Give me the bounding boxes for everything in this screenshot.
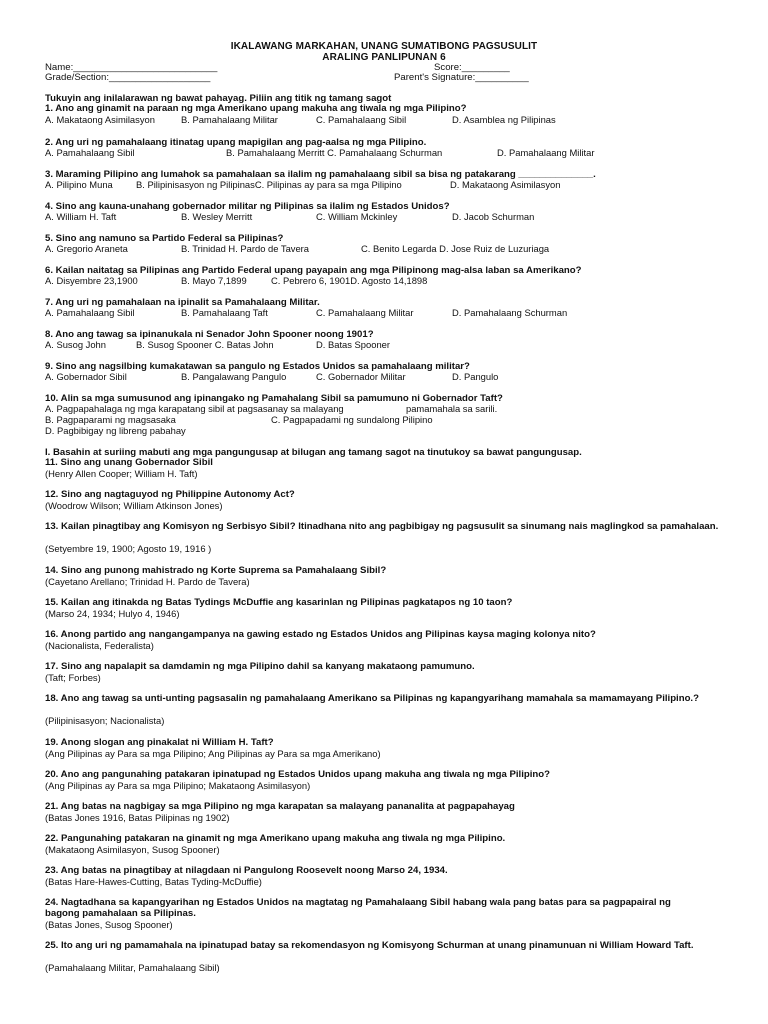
question-5: 5. Sino ang namuno sa Partido Federal sa Pilipinas? — [45, 233, 284, 244]
answer-options-11: (Henry Allen Cooper; William H. Taft) — [45, 468, 198, 479]
choice-4b: B. Wesley Merritt — [181, 211, 253, 222]
answer-options-16: (Nacionalista, Federalista) — [45, 640, 154, 651]
choice-9d: D. Pangulo — [452, 371, 499, 382]
choice-9a: A. Gobernador Sibil — [45, 371, 127, 382]
question-25: 25. Ito ang uri ng pamamahala na ipinatupad batay sa rekomendasyon ng Komisyong Schurman at unang pinamunuan ni William Howard Taft. — [45, 940, 694, 951]
answer-options-17: (Taft; Forbes) — [45, 672, 101, 683]
choice-10d: D. Pagbibigay ng libreng pabahay — [45, 425, 186, 436]
answer-options-20: (Ang Pilipinas ay Para sa mga Pilipino; Makataong Asimilasyon) — [45, 780, 311, 791]
name-field: Name:___________________________ — [45, 62, 218, 73]
choice-10c: C. Pagpapadami ng sundalong Pilipino — [271, 414, 433, 425]
question-2: 2. Ang uri ng pamahalaang itinatag upang mapigilan ang pag-aalsa ng mga Pilipino. — [45, 137, 427, 148]
question-1: 1. Ano ang ginamit na paraan ng mga Amerikano upang makuha ang tiwala ng mga Pilipino? — [45, 103, 467, 114]
question-12: 12. Sino ang nagtaguyod ng Philippine Autonomy Act? — [45, 489, 295, 500]
question-17: 17. Sino ang napalapit sa damdamin ng mga Pilipino dahil sa kanyang makataong pamumuno. — [45, 661, 475, 672]
answer-options-22: (Makataong Asimilasyon, Susog Spooner) — [45, 844, 220, 855]
answer-options-12: (Woodrow Wilson; William Atkinson Jones) — [45, 500, 223, 511]
choice-9b: B. Pangalawang Pangulo — [181, 371, 287, 382]
choice-6a: A. Disyembre 23,1900 — [45, 275, 138, 286]
choice-7a: A. Pamahalaang Sibil — [45, 307, 135, 318]
answer-options-24: (Batas Jones, Susog Spooner) — [45, 919, 173, 930]
choice-3bc: B. Pilipinisasyon ng PilipinasC. Pilipinas ay para sa mga Pilipino — [136, 179, 402, 190]
choice-2d: D. Pamahalaang Militar — [497, 147, 595, 158]
answer-options-21: (Batas Jones 1916, Batas Pilipinas ng 1902) — [45, 812, 230, 823]
question-20: 20. Ano ang pangunahing patakaran ipinatupad ng Estados Unidos upang makuha ang tiwala ng mga Pilipino? — [45, 769, 550, 780]
choice-10a: A. Pagpapahalaga ng mga karapatang sibil at pagsasanay sa malayang — [45, 403, 344, 414]
question-4: 4. Sino ang kauna-unahang gobernador militar ng Pilipinas sa ilalim ng Estados Unidos? — [45, 201, 450, 212]
choice-8d: D. Batas Spooner — [316, 339, 391, 350]
score-field: Score:_________ — [434, 62, 510, 73]
choice-1d: D. Asamblea ng Pilipinas — [452, 114, 556, 125]
instructions-part-2: I. Basahin at suriing mabuti ang mga pangungusap at bilugan ang tamang sagot na tinutukoy sa bawat pangungusap. — [45, 447, 582, 458]
choice-9c: C. Gobernador Militar — [316, 371, 406, 382]
question-13: 13. Kailan pinagtibay ang Komisyon ng Serbisyo Sibil? Itinadhana nito ang pagbibigay ng pagsusulit sa sinumang nais maglingkod sa pamahalaan. — [45, 521, 719, 532]
answer-options-14: (Cayetano Arellano; Trinidad H. Pardo de Tavera) — [45, 576, 250, 587]
question-3: 3. Maraming Pilipino ang lumahok sa pamahalaan sa ilalim ng pamahalaang sibil sa bisa ng patakarang ______________. — [45, 169, 596, 180]
question-19: 19. Anong slogan ang pinakalat ni William H. Taft? — [45, 737, 274, 748]
question-6: 6. Kailan naitatag sa Pilipinas ang Partido Federal upang payapain ang mga Pilipinong mag-alsa laban sa Amerikano? — [45, 265, 582, 276]
choice-5a: A. Gregorio Araneta — [45, 243, 128, 254]
answer-options-25: (Pamahalaang Militar, Pamahalaang Sibil) — [45, 962, 220, 973]
choice-4c: C. William Mckinley — [316, 211, 398, 222]
choice-3d: D. Makataong Asimilasyon — [450, 179, 561, 190]
choice-8bc: B. Susog Spooner C. Batas John — [136, 339, 274, 350]
choice-7d: D. Pamahalaang Schurman — [452, 307, 568, 318]
choice-6cd: C. Pebrero 6, 1901D. Agosto 14,1898 — [271, 275, 428, 286]
grade-section-field: Grade/Section:___________________ — [45, 72, 211, 83]
parent-signature-field: Parent's Signature:__________ — [394, 72, 529, 83]
question-9: 9. Sino ang nagsilbing kumakatawan sa pangulo ng Estados Unidos sa pamahalaang militar? — [45, 361, 470, 372]
choice-7c: C. Pamahalaang Militar — [316, 307, 414, 318]
question-24: 24. Nagtadhana sa kapangyarihan ng Estados Unidos na magtatag ng Pamahalaang Sibil habang wala pang batas para sa pagpapairal ng bagong pamahalaan sa Pilipinas. — [45, 897, 671, 919]
question-14: 14. Sino ang punong mahistrado ng Korte Suprema sa Pamahalaang Sibil? — [45, 565, 387, 576]
choice-4d: D. Jacob Schurman — [452, 211, 535, 222]
question-16: 16. Anong partido ang nangangampanya na gawing estado ng Estados Unidos ang Pilipinas kaysa maging kolonya nito? — [45, 629, 596, 640]
question-10: 10. Alin sa mga sumusunod ang ipinangako ng Pamahalang Sibil sa pamumuno ni Gobernador Taft? — [45, 393, 503, 404]
choice-2a: A. Pamahalaang Sibil — [45, 147, 135, 158]
question-11: 11. Sino ang unang Gobernador Sibil — [45, 457, 213, 468]
choice-10b: B. Pagpaparami ng magsasaka — [45, 414, 176, 425]
choice-10a-cont: pamamahala sa sarili. — [406, 403, 498, 414]
page-title: IKALAWANG MARKAHAN, UNANG SUMATIBONG PAGSUSULIT — [230, 41, 538, 52]
question-8: 8. Ano ang tawag sa ipinanukala ni Senador John Spooner noong 1901? — [45, 329, 374, 340]
choice-8a: A. Susog John — [45, 339, 106, 350]
choice-2bc: B. Pamahalaang Merritt C. Pamahalaang Schurman — [226, 147, 443, 158]
question-18: 18. Ano ang tawag sa unti-unting pagsasalin ng pamahalaang Amerikano sa Pilipinas ng kapangyarihang mamahala sa mamamayang Pilipino.? — [45, 693, 699, 704]
answer-options-18: (Pilipinisasyon; Nacionalista) — [45, 715, 165, 726]
choice-7b: B. Pamahalaang Taft — [181, 307, 268, 318]
answer-options-13: (Setyembre 19, 1900; Agosto 19, 1916 ) — [45, 543, 212, 554]
question-15: 15. Kailan ang itinakda ng Batas Tydings McDuffie ang kasarinlan ng Pilipinas pagkatapos ng 10 taon? — [45, 597, 513, 608]
question-21: 21. Ang batas na nagbigay sa mga Pilipino ng mga karapatan sa malayang pananalita at pagpapahayag — [45, 801, 515, 812]
answer-options-19: (Ang Pilipinas ay Para sa mga Pilipino; Ang Pilipinas ay Para sa mga Amerikano) — [45, 748, 381, 759]
choice-5b: B. Trinidad H. Pardo de Tavera — [181, 243, 310, 254]
answer-options-23: (Batas Hare-Hawes-Cutting, Batas Tyding-McDuffie) — [45, 876, 262, 887]
choice-3a: A. Pilipino Muna — [45, 179, 113, 190]
instructions-part-1: Tukuyin ang inilalarawan ng bawat pahayag. Piliin ang titik ng tamang sagot — [45, 93, 392, 104]
choice-4a: A. William H. Taft — [45, 211, 117, 222]
choice-6b: B. Mayo 7,1899 — [181, 275, 247, 286]
choice-1a: A. Makataong Asimilasyon — [45, 114, 155, 125]
question-23: 23. Ang batas na pinagtibay at nilagdaan ni Pangulong Roosevelt noong Marso 24, 1934. — [45, 865, 448, 876]
answer-options-15: (Marso 24, 1934; Hulyo 4, 1946) — [45, 608, 180, 619]
subject-title: ARALING PANLIPUNAN 6 — [322, 52, 446, 63]
choice-5cd: C. Benito Legarda D. Jose Ruiz de Luzuriaga — [361, 243, 550, 254]
question-22: 22. Pangunahing patakaran na ginamit ng mga Amerikano upang makuha ang tiwala ng mga Pilipino. — [45, 833, 506, 844]
choice-1c: C. Pamahalaang Sibil — [316, 114, 407, 125]
choice-1b: B. Pamahalaang Militar — [181, 114, 278, 125]
question-7: 7. Ang uri ng pamahalaan na ipinalit sa Pamahalaang Militar. — [45, 297, 320, 308]
